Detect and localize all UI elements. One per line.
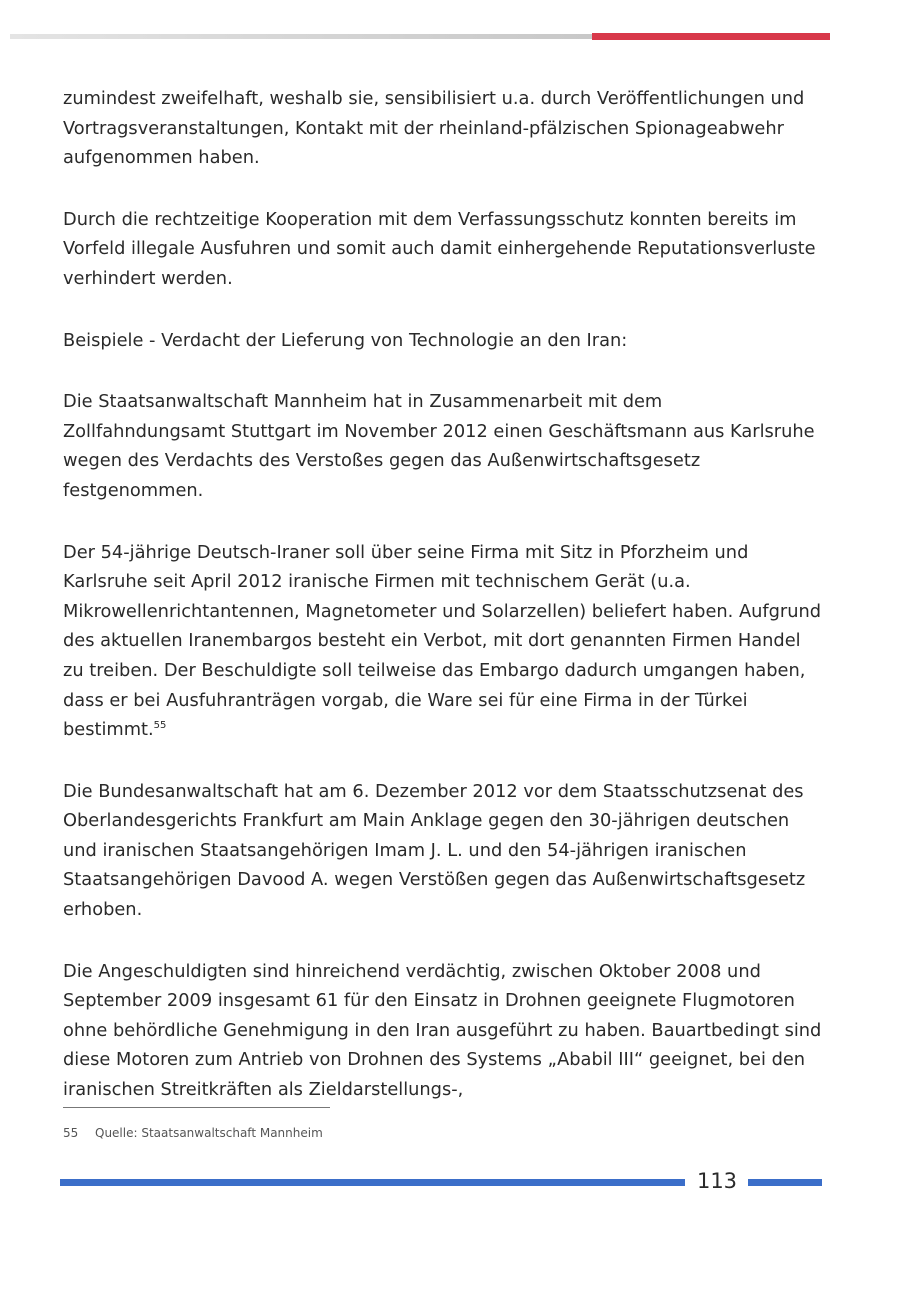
bottom-blue-rule-right: [748, 1179, 822, 1186]
paragraph-4: Die Staatsanwaltschaft Mannheim hat in Zusammenarbeit mit dem Zollfahndungsamt Stuttgart im November 2012 einen Geschäftsmann aus Karlsruhe wegen des Verdachts des Verstoßes gegen das Außenwirtschaftsgesetz festgenommen.: [63, 391, 815, 501]
paragraph-5: [63, 538, 823, 745]
paragraph-5-text: Der 54-jährige Deutsch-Iraner soll über seine Firma mit Sitz in Pforzheim und Karlsruhe seit April 2012 iranische Firmen mit technischem Gerät (u.a. Mikrowellenrichtantennen, Magnetometer und Solarzellen) beliefert haben. Aufgrund des aktuellen Iranembargos besteht ein Verbot, mit dort genannten Firmen Handel zu treiben. Der Beschuldigte soll teilweise das Embargo dadurch umgangen haben, dass er bei Ausfuhranträgen vorgab, die Ware sei für eine Firma in der Türkei bestimmt.: [63, 541, 822, 741]
paragraph-examples-heading: Beispiele - Verdacht der Lieferung von Technologie an den Iran:: [63, 329, 628, 351]
body-text: [63, 84, 823, 1137]
paragraph-2: Durch die rechtzeitige Kooperation mit dem Verfassungsschutz konnten bereits im Vorfeld illegale Ausfuhren und somit auch damit einhergehende Reputationsverluste verhindert werden.: [63, 208, 816, 289]
top-grey-rule: [10, 34, 592, 39]
footnote: [63, 1126, 323, 1140]
top-red-accent-bar: [592, 33, 830, 40]
footnote-reference: 55: [153, 720, 167, 732]
footnote-text: Quelle: Staatsanwaltschaft Mannheim: [95, 1126, 323, 1140]
page-number: 113: [696, 1169, 738, 1193]
bottom-blue-rule: [60, 1179, 685, 1186]
footnote-number: 55: [63, 1126, 79, 1140]
paragraph-1: zumindest zweifelhaft, weshalb sie, sensibilisiert u.a. durch Veröffentlichungen und Vortragsveranstaltungen, Kontakt mit der rheinland-pfälzischen Spionageabwehr aufgenommen haben.: [63, 88, 805, 169]
paragraph-7: Die Angeschuldigten sind hinreichend verdächtig, zwischen Oktober 2008 und September 2009 insgesamt 61 für den Einsatz in Drohnen geeignete Flugmotoren ohne behördliche Genehmigung in den Iran ausgeführt zu haben. Bauartbedingt sind diese Motoren zum Antrieb von Drohnen des Systems „Ababil III“ geeignet, bei den iranischen Streitkräften als Zieldarstellungs-,: [63, 960, 822, 1101]
footnote-separator: [63, 1107, 330, 1108]
paragraph-6: Die Bundesanwaltschaft hat am 6. Dezember 2012 vor dem Staatsschutzsenat des Oberlandesgerichts Frankfurt am Main Anklage gegen den 30-jährigen deutschen und iranischen Staatsangehörigen Imam J. L. und den 54-jährigen iranischen Staatsangehörigen Davood A. wegen Verstößen gegen das Außenwirtschaftsgesetz erhoben.: [63, 780, 806, 921]
